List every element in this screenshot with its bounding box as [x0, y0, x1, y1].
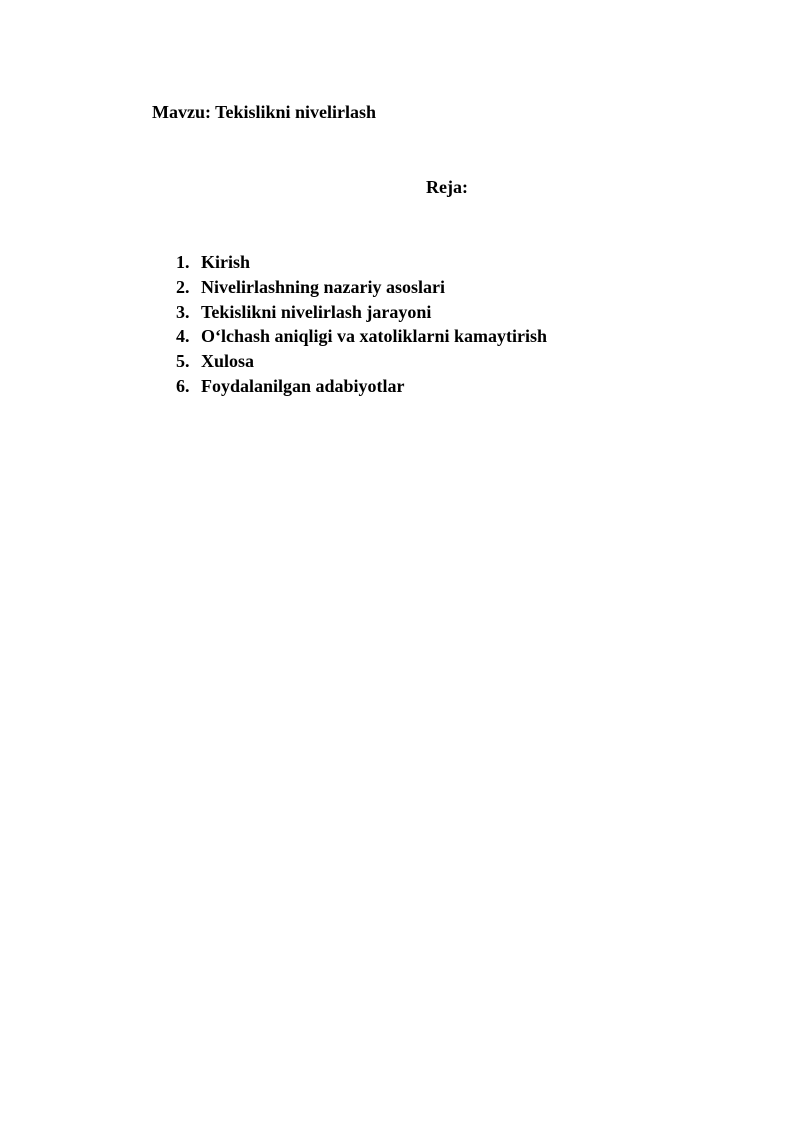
plan-list	[176, 250, 547, 399]
plan-item	[176, 300, 547, 325]
plan-item-text: Xulosa	[201, 351, 255, 372]
plan-item-number: 1.	[176, 252, 190, 272]
plan-item-text: O‘lchash aniqligi va xatoliklarni kamaytirish	[201, 326, 548, 347]
plan-item	[176, 250, 547, 275]
plan-item-text: Nivelirlashning nazariy asoslari	[201, 276, 446, 297]
plan-item-number: 6.	[176, 375, 190, 396]
plan-item	[176, 324, 547, 349]
plan-item	[176, 275, 547, 300]
plan-item	[176, 349, 547, 374]
document-title: Mavzu: Tekislikni nivelirlash	[152, 102, 377, 122]
plan-item-text: Tekislikni nivelirlash jarayoni	[201, 301, 432, 322]
plan-item-text: Foydalanilgan adabiyotlar	[201, 375, 405, 396]
plan-item-number: 4.	[176, 326, 190, 347]
plan-heading: Reja:	[426, 177, 468, 197]
plan-item-number: 3.	[176, 301, 190, 322]
plan-item-text: Kirish	[201, 252, 251, 272]
plan-item	[176, 374, 547, 399]
plan-item-number: 5.	[176, 351, 190, 372]
plan-item-number: 2.	[176, 276, 190, 297]
